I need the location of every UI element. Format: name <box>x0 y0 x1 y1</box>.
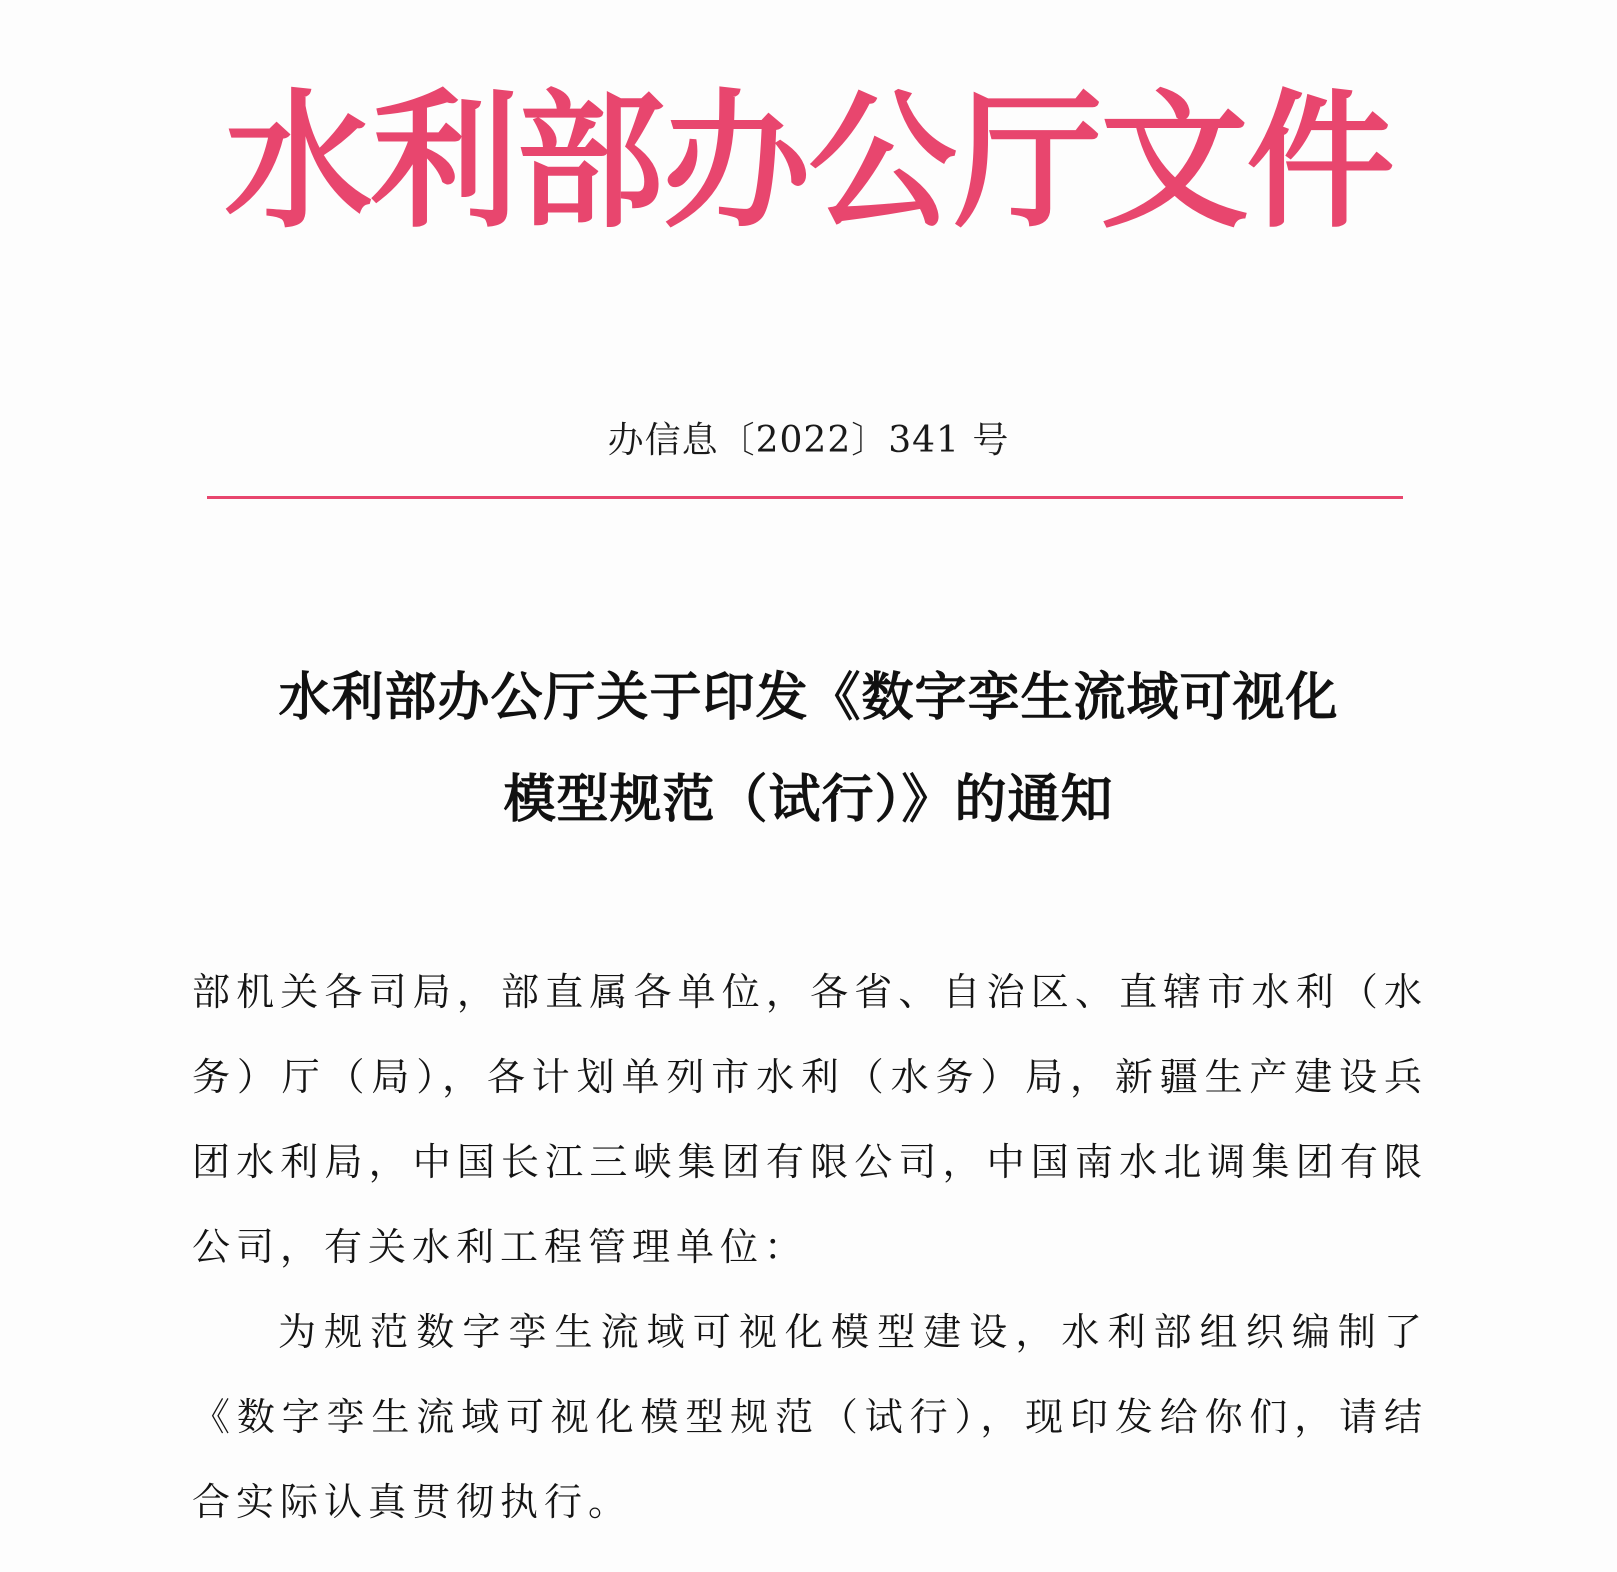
red-separator-line <box>207 496 1403 499</box>
notice-title-line-2: 模型规范（试行）》的通知 <box>503 770 1114 830</box>
recipients-paragraph: 部机关各司局，部直属各单位，各省、自治区、直辖市水利（水务）厅（局），各计划单列市水利（水务）局，新疆生产建设兵团水利局，中国长江三峡集团有限公司，中国南水北调集团有限公司，有关水利工程管理单位： <box>192 970 1428 1269</box>
document-header-title: 水利部办公厅文件 <box>224 76 1393 248</box>
notice-title-line-1: 水利部办公厅关于印发《数字孪生流域可视化 <box>278 668 1339 728</box>
notice-body <box>192 950 1428 1545</box>
body-paragraph-1: 为规范数字孪生流域可视化模型建设，水利部组织编制了《数字孪生流域可视化模型规范（试行），现印发给你们，请结合实际认真贯彻执行。 <box>192 1310 1428 1524</box>
document-number: 办信息〔2022〕341 号 <box>607 420 1010 461</box>
